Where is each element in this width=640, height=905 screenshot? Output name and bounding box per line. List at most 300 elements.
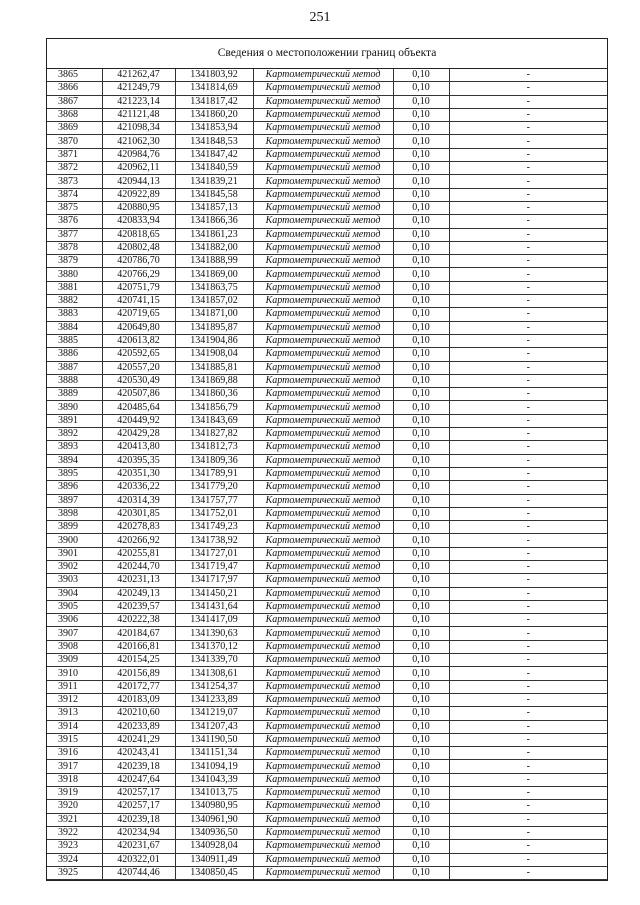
x-coordinate-cell: 420241,29 — [102, 733, 175, 746]
method-cell: Картометрический метод — [253, 773, 393, 786]
accuracy-cell: 0,10 — [393, 148, 449, 161]
table-row — [47, 135, 607, 148]
point-number-cell: 3890 — [47, 401, 102, 414]
x-coordinate-cell: 420266,92 — [102, 534, 175, 547]
method-cell: Картометрический метод — [253, 654, 393, 667]
coordinates-document — [46, 38, 608, 881]
y-coordinate-cell: 1341757,77 — [175, 494, 253, 507]
x-coordinate-cell: 420336,22 — [102, 481, 175, 494]
x-coordinate-cell: 420234,94 — [102, 826, 175, 839]
point-number-cell: 3895 — [47, 467, 102, 480]
point-number-cell: 3870 — [47, 135, 102, 148]
description-cell: - — [449, 720, 607, 733]
table-row — [47, 175, 607, 188]
description-cell: - — [449, 800, 607, 813]
table-row — [47, 667, 607, 680]
description-cell: - — [449, 747, 607, 760]
accuracy-cell: 0,10 — [393, 428, 449, 441]
y-coordinate-cell: 1341863,75 — [175, 281, 253, 294]
accuracy-cell: 0,10 — [393, 760, 449, 773]
description-cell: - — [449, 241, 607, 254]
table-row — [47, 813, 607, 826]
accuracy-cell: 0,10 — [393, 334, 449, 347]
page-number: 251 — [309, 10, 331, 25]
y-coordinate-cell: 1340850,45 — [175, 866, 253, 879]
x-coordinate-cell: 420247,64 — [102, 773, 175, 786]
method-cell: Картометрический метод — [253, 69, 393, 82]
x-coordinate-cell: 420301,85 — [102, 507, 175, 520]
table-row — [47, 334, 607, 347]
y-coordinate-cell: 1341861,23 — [175, 228, 253, 241]
accuracy-cell: 0,10 — [393, 733, 449, 746]
description-cell: - — [449, 414, 607, 427]
y-coordinate-cell: 1341789,91 — [175, 467, 253, 480]
accuracy-cell: 0,10 — [393, 321, 449, 334]
method-cell: Картометрический метод — [253, 693, 393, 706]
description-cell: - — [449, 454, 607, 467]
accuracy-cell: 0,10 — [393, 707, 449, 720]
method-cell: Картометрический метод — [253, 321, 393, 334]
y-coordinate-cell: 1341339,70 — [175, 654, 253, 667]
point-number-cell: 3908 — [47, 640, 102, 653]
accuracy-cell: 0,10 — [393, 494, 449, 507]
accuracy-cell: 0,10 — [393, 295, 449, 308]
description-cell: - — [449, 441, 607, 454]
method-cell: Картометрический метод — [253, 467, 393, 480]
description-cell: - — [449, 162, 607, 175]
description-cell: - — [449, 733, 607, 746]
x-coordinate-cell: 420166,81 — [102, 640, 175, 653]
method-cell: Картометрический метод — [253, 733, 393, 746]
x-coordinate-cell: 420530,49 — [102, 374, 175, 387]
y-coordinate-cell: 1341904,86 — [175, 334, 253, 347]
method-cell: Картометрический метод — [253, 441, 393, 454]
point-number-cell: 3887 — [47, 361, 102, 374]
method-cell: Картометрический метод — [253, 813, 393, 826]
description-cell: - — [449, 560, 607, 573]
description-cell: - — [449, 840, 607, 853]
point-number-cell: 3885 — [47, 334, 102, 347]
accuracy-cell: 0,10 — [393, 720, 449, 733]
table-row — [47, 308, 607, 321]
method-cell: Картометрический метод — [253, 534, 393, 547]
description-cell: - — [449, 667, 607, 680]
x-coordinate-cell: 420154,25 — [102, 654, 175, 667]
x-coordinate-cell: 420786,70 — [102, 255, 175, 268]
x-coordinate-cell: 420741,15 — [102, 295, 175, 308]
description-cell: - — [449, 534, 607, 547]
method-cell: Картометрический метод — [253, 680, 393, 693]
y-coordinate-cell: 1341719,47 — [175, 560, 253, 573]
method-cell: Картометрический метод — [253, 82, 393, 95]
x-coordinate-cell: 420766,29 — [102, 268, 175, 281]
description-cell: - — [449, 428, 607, 441]
point-number-cell: 3924 — [47, 853, 102, 866]
description-cell: - — [449, 826, 607, 839]
description-cell: - — [449, 308, 607, 321]
accuracy-cell: 0,10 — [393, 175, 449, 188]
table-row — [47, 467, 607, 480]
point-number-cell: 3889 — [47, 388, 102, 401]
method-cell: Картометрический метод — [253, 175, 393, 188]
description-cell: - — [449, 707, 607, 720]
accuracy-cell: 0,10 — [393, 654, 449, 667]
x-coordinate-cell: 420719,65 — [102, 308, 175, 321]
method-cell: Картометрический метод — [253, 800, 393, 813]
point-number-cell: 3874 — [47, 188, 102, 201]
y-coordinate-cell: 1341908,04 — [175, 348, 253, 361]
accuracy-cell: 0,10 — [393, 773, 449, 786]
y-coordinate-cell: 1341847,42 — [175, 148, 253, 161]
x-coordinate-cell: 420507,86 — [102, 388, 175, 401]
point-number-cell: 3899 — [47, 521, 102, 534]
table-row — [47, 840, 607, 853]
accuracy-cell: 0,10 — [393, 241, 449, 254]
point-number-cell: 3891 — [47, 414, 102, 427]
table-row — [47, 866, 607, 879]
y-coordinate-cell: 1341895,87 — [175, 321, 253, 334]
method-cell: Картометрический метод — [253, 640, 393, 653]
method-cell: Картометрический метод — [253, 840, 393, 853]
table-row — [47, 69, 607, 82]
description-cell: - — [449, 547, 607, 560]
y-coordinate-cell: 1341749,23 — [175, 521, 253, 534]
x-coordinate-cell: 420351,30 — [102, 467, 175, 480]
document-title: Сведения о местоположении границ объекта — [47, 39, 607, 69]
x-coordinate-cell: 421262,47 — [102, 69, 175, 82]
description-cell: - — [449, 201, 607, 214]
description-cell: - — [449, 680, 607, 693]
y-coordinate-cell: 1341885,81 — [175, 361, 253, 374]
accuracy-cell: 0,10 — [393, 840, 449, 853]
description-cell: - — [449, 295, 607, 308]
method-cell: Картометрический метод — [253, 614, 393, 627]
method-cell: Картометрический метод — [253, 148, 393, 161]
accuracy-cell: 0,10 — [393, 414, 449, 427]
accuracy-cell: 0,10 — [393, 388, 449, 401]
x-coordinate-cell: 420239,18 — [102, 760, 175, 773]
method-cell: Картометрический метод — [253, 295, 393, 308]
accuracy-cell: 0,10 — [393, 667, 449, 680]
y-coordinate-cell: 1341013,75 — [175, 787, 253, 800]
y-coordinate-cell: 1341869,00 — [175, 268, 253, 281]
accuracy-cell: 0,10 — [393, 574, 449, 587]
y-coordinate-cell: 1341856,79 — [175, 401, 253, 414]
method-cell: Картометрический метод — [253, 627, 393, 640]
point-number-cell: 3923 — [47, 840, 102, 853]
x-coordinate-cell: 420557,20 — [102, 361, 175, 374]
method-cell: Картометрический метод — [253, 108, 393, 121]
table-row — [47, 826, 607, 839]
table-row — [47, 627, 607, 640]
point-number-cell: 3872 — [47, 162, 102, 175]
description-cell: - — [449, 108, 607, 121]
description-cell: - — [449, 467, 607, 480]
x-coordinate-cell: 420395,35 — [102, 454, 175, 467]
point-number-cell: 3873 — [47, 175, 102, 188]
accuracy-cell: 0,10 — [393, 813, 449, 826]
y-coordinate-cell: 1341857,13 — [175, 201, 253, 214]
point-number-cell: 3894 — [47, 454, 102, 467]
x-coordinate-cell: 420278,83 — [102, 521, 175, 534]
x-coordinate-cell: 420314,39 — [102, 494, 175, 507]
y-coordinate-cell: 1341853,94 — [175, 122, 253, 135]
y-coordinate-cell: 1341871,00 — [175, 308, 253, 321]
method-cell: Картометрический метод — [253, 720, 393, 733]
accuracy-cell: 0,10 — [393, 614, 449, 627]
y-coordinate-cell: 1341848,53 — [175, 135, 253, 148]
accuracy-cell: 0,10 — [393, 348, 449, 361]
table-row — [47, 640, 607, 653]
y-coordinate-cell: 1341190,50 — [175, 733, 253, 746]
point-number-cell: 3882 — [47, 295, 102, 308]
table-row — [47, 454, 607, 467]
method-cell: Картометрический метод — [253, 760, 393, 773]
table-row — [47, 148, 607, 161]
description-cell: - — [449, 228, 607, 241]
y-coordinate-cell: 1341308,61 — [175, 667, 253, 680]
accuracy-cell: 0,10 — [393, 600, 449, 613]
accuracy-cell: 0,10 — [393, 547, 449, 560]
accuracy-cell: 0,10 — [393, 162, 449, 175]
x-coordinate-cell: 421062,30 — [102, 135, 175, 148]
accuracy-cell: 0,10 — [393, 69, 449, 82]
method-cell: Картометрический метод — [253, 135, 393, 148]
accuracy-cell: 0,10 — [393, 361, 449, 374]
accuracy-cell: 0,10 — [393, 534, 449, 547]
point-number-cell: 3867 — [47, 95, 102, 108]
point-number-cell: 3883 — [47, 308, 102, 321]
accuracy-cell: 0,10 — [393, 122, 449, 135]
point-number-cell: 3914 — [47, 720, 102, 733]
table-row — [47, 321, 607, 334]
point-number-cell: 3900 — [47, 534, 102, 547]
method-cell: Картометрический метод — [253, 521, 393, 534]
accuracy-cell: 0,10 — [393, 826, 449, 839]
x-coordinate-cell: 420649,80 — [102, 321, 175, 334]
method-cell: Картометрический метод — [253, 281, 393, 294]
point-number-cell: 3898 — [47, 507, 102, 520]
point-number-cell: 3907 — [47, 627, 102, 640]
method-cell: Картометрический метод — [253, 574, 393, 587]
description-cell: - — [449, 587, 607, 600]
accuracy-cell: 0,10 — [393, 308, 449, 321]
description-cell: - — [449, 787, 607, 800]
table-row — [47, 428, 607, 441]
method-cell: Картометрический метод — [253, 241, 393, 254]
method-cell: Картометрический метод — [253, 866, 393, 879]
method-cell: Картометрический метод — [253, 188, 393, 201]
method-cell: Картометрический метод — [253, 494, 393, 507]
method-cell: Картометрический метод — [253, 587, 393, 600]
table-row — [47, 800, 607, 813]
description-cell: - — [449, 813, 607, 826]
y-coordinate-cell: 1341817,42 — [175, 95, 253, 108]
x-coordinate-cell: 420485,64 — [102, 401, 175, 414]
y-coordinate-cell: 1341803,92 — [175, 69, 253, 82]
table-row — [47, 215, 607, 228]
table-row — [47, 773, 607, 786]
point-number-cell: 3912 — [47, 693, 102, 706]
y-coordinate-cell: 1341860,20 — [175, 108, 253, 121]
table-row — [47, 268, 607, 281]
accuracy-cell: 0,10 — [393, 441, 449, 454]
accuracy-cell: 0,10 — [393, 281, 449, 294]
table-row — [47, 560, 607, 573]
method-cell: Картометрический метод — [253, 667, 393, 680]
x-coordinate-cell: 420962,11 — [102, 162, 175, 175]
x-coordinate-cell: 420802,48 — [102, 241, 175, 254]
accuracy-cell: 0,10 — [393, 95, 449, 108]
accuracy-cell: 0,10 — [393, 800, 449, 813]
point-number-cell: 3917 — [47, 760, 102, 773]
method-cell: Картометрический метод — [253, 308, 393, 321]
description-cell: - — [449, 334, 607, 347]
method-cell: Картометрический метод — [253, 95, 393, 108]
x-coordinate-cell: 420833,94 — [102, 215, 175, 228]
point-number-cell: 3888 — [47, 374, 102, 387]
method-cell: Картометрический метод — [253, 268, 393, 281]
x-coordinate-cell: 420239,18 — [102, 813, 175, 826]
table-row — [47, 348, 607, 361]
y-coordinate-cell: 1341869,88 — [175, 374, 253, 387]
table-row — [47, 361, 607, 374]
accuracy-cell: 0,10 — [393, 255, 449, 268]
description-cell: - — [449, 281, 607, 294]
method-cell: Картометрический метод — [253, 215, 393, 228]
method-cell: Картометрический метод — [253, 361, 393, 374]
x-coordinate-cell: 420156,89 — [102, 667, 175, 680]
y-coordinate-cell: 1341254,37 — [175, 680, 253, 693]
method-cell: Картометрический метод — [253, 374, 393, 387]
method-cell: Картометрический метод — [253, 826, 393, 839]
table-row — [47, 534, 607, 547]
accuracy-cell: 0,10 — [393, 268, 449, 281]
point-number-cell: 3903 — [47, 574, 102, 587]
accuracy-cell: 0,10 — [393, 467, 449, 480]
x-coordinate-cell: 420613,82 — [102, 334, 175, 347]
method-cell: Картометрический метод — [253, 201, 393, 214]
x-coordinate-cell: 420449,92 — [102, 414, 175, 427]
y-coordinate-cell: 1341845,58 — [175, 188, 253, 201]
table-row — [47, 507, 607, 520]
accuracy-cell: 0,10 — [393, 401, 449, 414]
description-cell: - — [449, 374, 607, 387]
point-number-cell: 3925 — [47, 866, 102, 879]
description-cell: - — [449, 268, 607, 281]
description-cell: - — [449, 321, 607, 334]
point-number-cell: 3884 — [47, 321, 102, 334]
x-coordinate-cell: 420243,41 — [102, 747, 175, 760]
x-coordinate-cell: 420255,81 — [102, 547, 175, 560]
point-number-cell: 3905 — [47, 600, 102, 613]
point-number-cell: 3916 — [47, 747, 102, 760]
point-number-cell: 3881 — [47, 281, 102, 294]
description-cell: - — [449, 773, 607, 786]
y-coordinate-cell: 1341843,69 — [175, 414, 253, 427]
accuracy-cell: 0,10 — [393, 693, 449, 706]
y-coordinate-cell: 1340980,95 — [175, 800, 253, 813]
point-number-cell: 3911 — [47, 680, 102, 693]
point-number-cell: 3868 — [47, 108, 102, 121]
y-coordinate-cell: 1340911,49 — [175, 853, 253, 866]
method-cell: Картометрический метод — [253, 454, 393, 467]
table-row — [47, 680, 607, 693]
y-coordinate-cell: 1341888,99 — [175, 255, 253, 268]
point-number-cell: 3897 — [47, 494, 102, 507]
accuracy-cell: 0,10 — [393, 108, 449, 121]
description-cell: - — [449, 654, 607, 667]
accuracy-cell: 0,10 — [393, 627, 449, 640]
description-cell: - — [449, 148, 607, 161]
y-coordinate-cell: 1341814,69 — [175, 82, 253, 95]
y-coordinate-cell: 1341717,97 — [175, 574, 253, 587]
point-number-cell: 3871 — [47, 148, 102, 161]
y-coordinate-cell: 1341043,39 — [175, 773, 253, 786]
point-number-cell: 3879 — [47, 255, 102, 268]
table-row — [47, 654, 607, 667]
method-cell: Картометрический метод — [253, 787, 393, 800]
x-coordinate-cell: 420592,65 — [102, 348, 175, 361]
y-coordinate-cell: 1341233,89 — [175, 693, 253, 706]
method-cell: Картометрический метод — [253, 707, 393, 720]
accuracy-cell: 0,10 — [393, 374, 449, 387]
x-coordinate-cell: 420172,77 — [102, 680, 175, 693]
method-cell: Картометрический метод — [253, 600, 393, 613]
x-coordinate-cell: 420249,13 — [102, 587, 175, 600]
x-coordinate-cell: 420413,80 — [102, 441, 175, 454]
accuracy-cell: 0,10 — [393, 201, 449, 214]
x-coordinate-cell: 420984,76 — [102, 148, 175, 161]
table-row — [47, 707, 607, 720]
table-row — [47, 853, 607, 866]
point-number-cell: 3869 — [47, 122, 102, 135]
y-coordinate-cell: 1340961,90 — [175, 813, 253, 826]
description-cell: - — [449, 521, 607, 534]
x-coordinate-cell: 420244,70 — [102, 560, 175, 573]
table-row — [47, 188, 607, 201]
x-coordinate-cell: 420880,95 — [102, 201, 175, 214]
description-cell: - — [449, 188, 607, 201]
y-coordinate-cell: 1341431,64 — [175, 600, 253, 613]
y-coordinate-cell: 1340936,50 — [175, 826, 253, 839]
x-coordinate-cell: 420257,17 — [102, 787, 175, 800]
method-cell: Картометрический метод — [253, 162, 393, 175]
description-cell: - — [449, 866, 607, 879]
point-number-cell: 3877 — [47, 228, 102, 241]
description-cell: - — [449, 494, 607, 507]
accuracy-cell: 0,10 — [393, 866, 449, 879]
x-coordinate-cell: 420239,57 — [102, 600, 175, 613]
method-cell: Картометрический метод — [253, 414, 393, 427]
description-cell: - — [449, 255, 607, 268]
point-number-cell: 3921 — [47, 813, 102, 826]
description-cell: - — [449, 175, 607, 188]
point-number-cell: 3913 — [47, 707, 102, 720]
table-row — [47, 401, 607, 414]
y-coordinate-cell: 1341857,02 — [175, 295, 253, 308]
table-row — [47, 255, 607, 268]
table-row — [47, 122, 607, 135]
x-coordinate-cell: 421249,79 — [102, 82, 175, 95]
table-row — [47, 787, 607, 800]
table-row — [47, 614, 607, 627]
point-number-cell: 3919 — [47, 787, 102, 800]
method-cell: Картометрический метод — [253, 122, 393, 135]
point-number-cell: 3865 — [47, 69, 102, 82]
method-cell: Картометрический метод — [253, 401, 393, 414]
y-coordinate-cell: 1341219,07 — [175, 707, 253, 720]
